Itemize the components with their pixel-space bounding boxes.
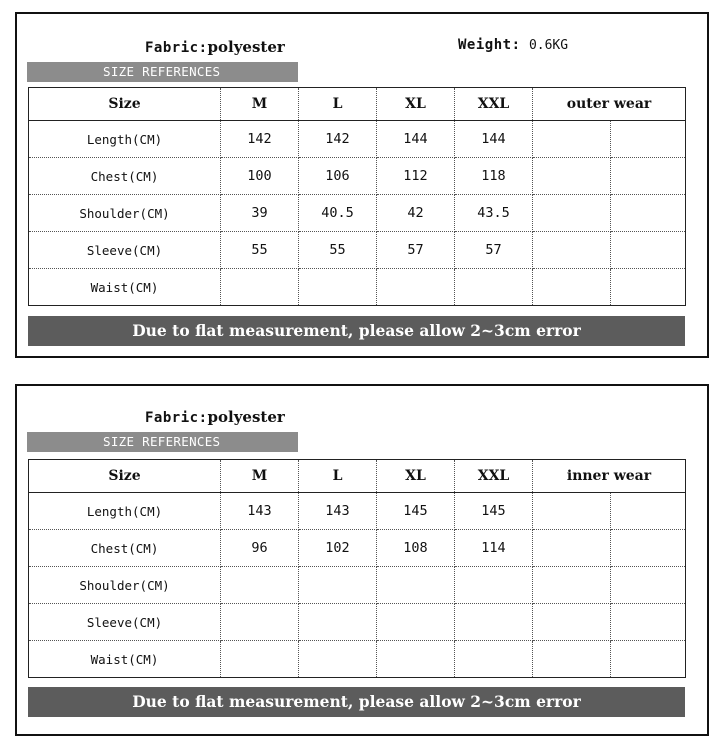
empty-cell	[533, 530, 611, 567]
empty-cell	[611, 641, 686, 678]
cell-value	[455, 641, 533, 678]
cell-value: 142	[221, 121, 299, 158]
empty-cell	[533, 158, 611, 195]
empty-cell	[533, 232, 611, 269]
header-xxl: XXL	[455, 88, 533, 121]
row-label: Shoulder(CM)	[29, 195, 221, 232]
empty-cell	[611, 121, 686, 158]
size-references-banner: SIZE REFERENCES	[27, 62, 298, 82]
table-row	[29, 269, 686, 306]
cell-value	[377, 604, 455, 641]
header-size: Size	[29, 460, 221, 493]
cell-value	[221, 604, 299, 641]
cell-value: 57	[377, 232, 455, 269]
cell-value: 145	[377, 493, 455, 530]
table-row	[29, 232, 686, 269]
row-label: Sleeve(CM)	[29, 232, 221, 269]
cell-value: 39	[221, 195, 299, 232]
cell-value: 55	[221, 232, 299, 269]
empty-cell	[533, 567, 611, 604]
table-row	[29, 641, 686, 678]
cell-value: 100	[221, 158, 299, 195]
empty-cell	[533, 269, 611, 306]
table-header-row	[29, 460, 686, 493]
header-xxl: XXL	[455, 460, 533, 493]
header-m: M	[221, 88, 299, 121]
measurement-note: Due to flat measurement, please allow 2~3cm error	[28, 687, 685, 717]
cell-value: 42	[377, 195, 455, 232]
empty-cell	[533, 641, 611, 678]
cell-value	[299, 269, 377, 306]
header-wear-type: inner wear	[533, 460, 686, 493]
cell-value	[221, 269, 299, 306]
table-row	[29, 493, 686, 530]
cell-value: 55	[299, 232, 377, 269]
row-label: Chest(CM)	[29, 158, 221, 195]
row-label: Chest(CM)	[29, 530, 221, 567]
row-label: Sleeve(CM)	[29, 604, 221, 641]
cell-value	[377, 567, 455, 604]
weight-info	[458, 37, 568, 53]
row-label: Shoulder(CM)	[29, 567, 221, 604]
cell-value	[221, 641, 299, 678]
cell-value	[455, 567, 533, 604]
cell-value: 144	[377, 121, 455, 158]
row-label: Waist(CM)	[29, 641, 221, 678]
fabric-label: Fabric:	[145, 410, 208, 426]
cell-value	[377, 269, 455, 306]
header-xl: XL	[377, 88, 455, 121]
header-wear-type: outer wear	[533, 88, 686, 121]
cell-value: 96	[221, 530, 299, 567]
empty-cell	[611, 158, 686, 195]
cell-value	[299, 641, 377, 678]
fabric-info	[145, 38, 285, 56]
fabric-value: polyester	[207, 408, 285, 426]
cell-value: 143	[299, 493, 377, 530]
cell-value: 106	[299, 158, 377, 195]
empty-cell	[611, 567, 686, 604]
cell-value	[299, 604, 377, 641]
empty-cell	[533, 604, 611, 641]
fabric-label: Fabric:	[145, 40, 208, 56]
cell-value: 57	[455, 232, 533, 269]
row-label: Waist(CM)	[29, 269, 221, 306]
empty-cell	[611, 493, 686, 530]
cell-value: 143	[221, 493, 299, 530]
header-l: L	[299, 460, 377, 493]
empty-cell	[611, 232, 686, 269]
header-xl: XL	[377, 460, 455, 493]
outer-wear-size-table	[28, 87, 686, 306]
weight-value: 0.6KG	[528, 38, 569, 53]
fabric-value: polyester	[207, 38, 285, 56]
table-row	[29, 121, 686, 158]
row-label: Length(CM)	[29, 121, 221, 158]
cell-value: 43.5	[455, 195, 533, 232]
cell-value: 145	[455, 493, 533, 530]
table-row	[29, 158, 686, 195]
cell-value	[377, 641, 455, 678]
fabric-info	[145, 408, 285, 426]
measurement-note: Due to flat measurement, please allow 2~3cm error	[28, 316, 685, 346]
cell-value	[455, 604, 533, 641]
header-m: M	[221, 460, 299, 493]
cell-value: 144	[455, 121, 533, 158]
weight-label: Weight:	[458, 37, 521, 53]
cell-value: 108	[377, 530, 455, 567]
cell-value: 118	[455, 158, 533, 195]
cell-value: 40.5	[299, 195, 377, 232]
cell-value	[455, 269, 533, 306]
cell-value: 112	[377, 158, 455, 195]
empty-cell	[611, 195, 686, 232]
table-row	[29, 530, 686, 567]
table-row	[29, 604, 686, 641]
row-label: Length(CM)	[29, 493, 221, 530]
inner-wear-size-table	[28, 459, 686, 678]
outer-wear-size-panel	[15, 12, 709, 358]
empty-cell	[611, 269, 686, 306]
inner-wear-size-panel	[15, 384, 709, 736]
cell-value	[221, 567, 299, 604]
cell-value: 114	[455, 530, 533, 567]
empty-cell	[611, 604, 686, 641]
header-size: Size	[29, 88, 221, 121]
empty-cell	[611, 530, 686, 567]
header-l: L	[299, 88, 377, 121]
cell-value: 102	[299, 530, 377, 567]
table-row	[29, 567, 686, 604]
table-header-row	[29, 88, 686, 121]
empty-cell	[533, 121, 611, 158]
empty-cell	[533, 195, 611, 232]
cell-value	[299, 567, 377, 604]
empty-cell	[533, 493, 611, 530]
size-references-banner: SIZE REFERENCES	[27, 432, 298, 452]
cell-value: 142	[299, 121, 377, 158]
table-row	[29, 195, 686, 232]
